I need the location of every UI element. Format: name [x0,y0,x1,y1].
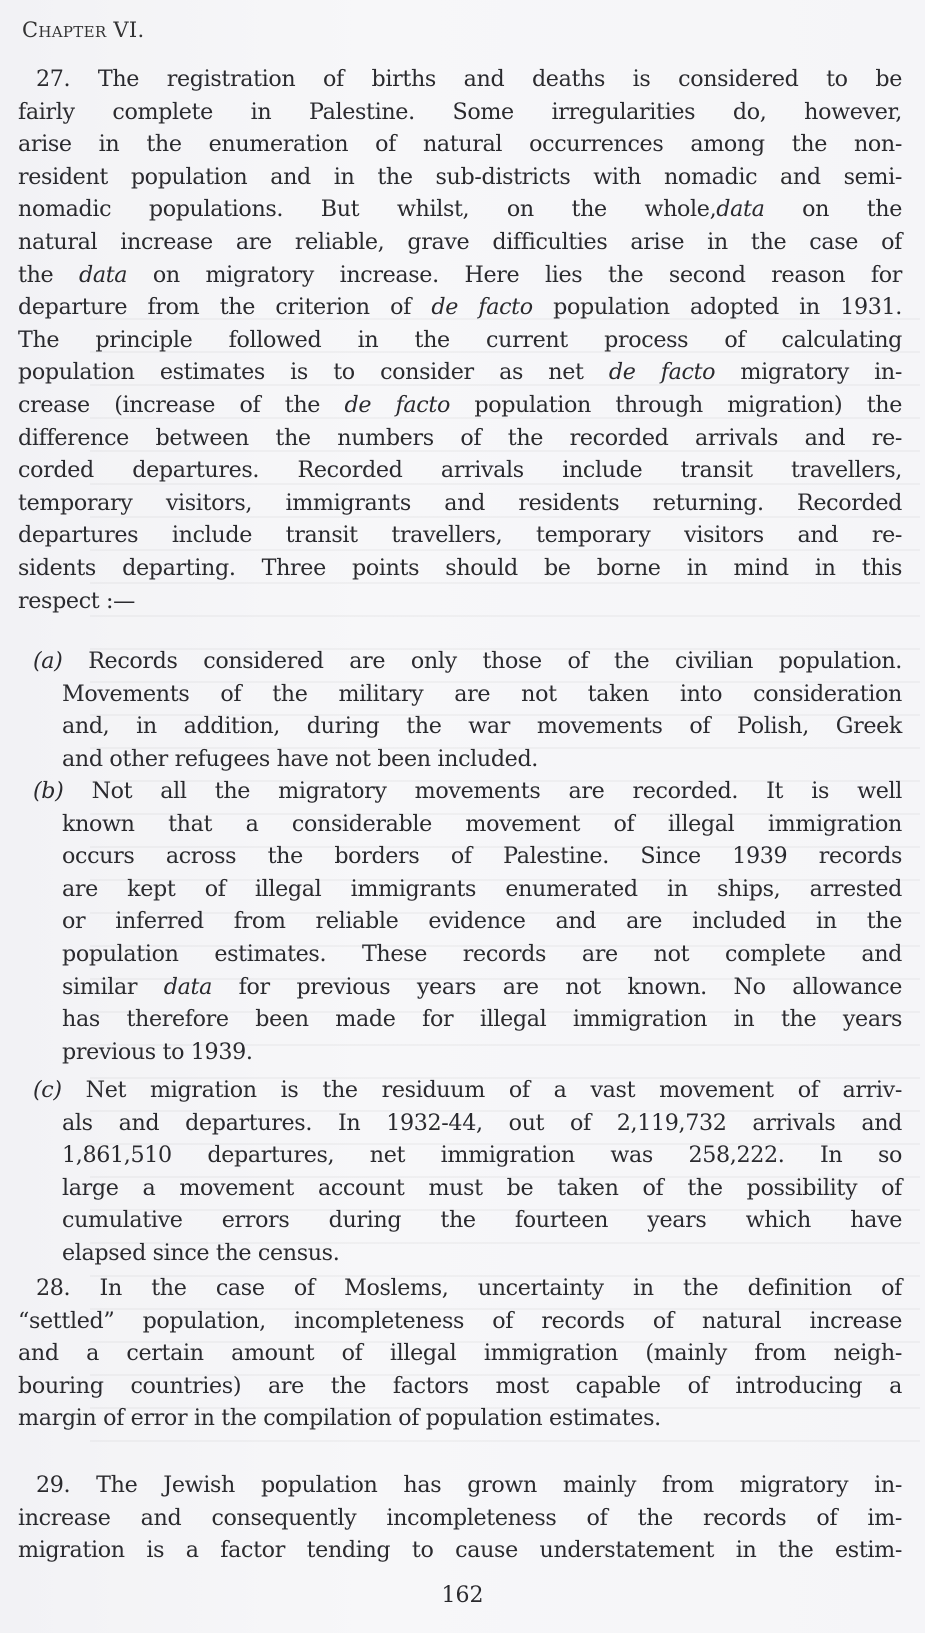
item-marker: (b) [33,778,64,804]
text-segment: Not all the migratory movements are recorded. It is well [63,778,902,804]
text-line: respect :— [18,587,136,614]
text-line: “settled” population, incompleteness of records of natural increase [18,1307,902,1334]
text-line: known that a considerable movement of illegal immigration [62,810,902,837]
text-segment: similar [62,973,164,1000]
italic-term: de facto [344,391,450,418]
text-segment: for previous years are not known. No allowance [211,973,902,1000]
text-line: fairly complete in Palestine. Some irregularities do, however, [18,98,902,125]
text-line: elapsed since the census. [62,1239,340,1266]
text-segment: Net migration is the residuum of a vast movement of arriv- [61,1077,902,1103]
text-line: large a movement account must be taken of the possibility of [62,1174,902,1201]
text-line: 28. In the case of Moslems, uncertainty in the definition of [36,1275,902,1301]
italic-term: data [163,973,212,1000]
italic-term: de facto [608,359,716,386]
text-line: or inferred from reliable evidence and are included in the [62,908,902,935]
page-number: 162 [441,1583,484,1608]
text-segment: population through migration) the [449,391,903,418]
text-line: and other refugees have not been included. [62,745,539,772]
text-line: temporary visitors, immigrants and residents returning. Recorded [18,489,902,516]
paragraph-29 [18,1469,902,1567]
text-line: natural increase are reliable, grave difficulties arise in the case of [18,228,902,255]
text-line: and a certain amount of illegal immigration (mainly from neigh- [18,1340,902,1367]
text-line [33,1074,902,1107]
text-segment: on migratory increase. Here lies the second reason for [127,261,902,288]
text-line: 1,861,510 departures, net immigration was 258,222. In so [62,1142,902,1169]
text-line: bouring countries) are the factors most capable of introducing a [18,1372,902,1399]
text-line [33,645,902,678]
text-line: arise in the enumeration of natural occurrences among the non- [18,131,902,158]
text-line: migration is a factor tending to cause understatement in the estim- [18,1537,902,1564]
item-marker: (a) [33,648,63,674]
text-line [18,259,902,292]
text-line: Movements of the military are not taken into consideration [62,680,902,707]
text-line: cumulative errors during the fourteen years which have [62,1207,902,1234]
text-segment: departure from the criterion of [18,294,411,321]
text-line: has therefore been made for illegal immigration in the years [62,1006,902,1033]
text-line: previous to 1939. [62,1038,253,1065]
italic-term: data [716,196,765,223]
text-line [33,971,902,1004]
text-line: The principle followed in the current process of calculating [18,326,902,353]
text-line: increase and consequently incompleteness of the records of im- [18,1504,902,1531]
text-line: als and departures. In 1932-44, out of 2,119,732 arrivals and [62,1109,902,1136]
text-line: are kept of illegal immigrants enumerated in ships, arrested [62,875,902,902]
item-marker: (c) [33,1077,62,1103]
text-line: corded departures. Recorded arrivals include transit travellers, [18,457,902,484]
text-segment: on the [764,196,903,223]
list-item-a [33,645,902,775]
text-line: and, in addition, during the war movements of Polish, Greek [62,713,902,740]
list-item-c [33,1074,902,1270]
list-item-b [33,775,902,1068]
italic-term: data [78,261,128,288]
text-line: resident population and in the sub-districts with nomadic and semi- [18,163,902,190]
text-segment: crease (increase of the [18,391,321,418]
text-line: departures include transit travellers, temporary visitors and re- [18,522,902,549]
text-line [18,356,902,389]
text-line [18,193,902,226]
text-segment: Records considered are only those of the civilian population. [62,648,902,674]
text-line [18,389,902,422]
text-line: population estimates. These records are not complete and [62,940,902,967]
paragraph-27 [18,63,902,617]
paragraph-28 [18,1272,902,1435]
text-segment: population adopted in 1931. [532,294,902,321]
text-line: sidents departing. Three points should be borne in mind in this [18,554,902,581]
text-line: margin of error in the compilation of population estimates. [18,1405,661,1432]
text-segment: nomadic populations. But whilst, on the whole, [18,196,717,223]
text-segment: migratory in- [715,359,902,386]
text-line: occurs across the borders of Palestine. Since 1939 records [62,843,902,870]
chapter-heading: Chapter VI. [22,18,145,42]
text-line: difference between the numbers of the recorded arrivals and re- [18,424,902,451]
text-line: 27. The registration of births and deaths is considered to be [36,66,902,92]
text-line [18,291,902,324]
italic-term: de facto [431,294,533,321]
text-segment: population estimates is to consider as net [18,359,584,386]
text-line [33,775,902,808]
text-segment: the [18,261,54,288]
text-line: 29. The Jewish population has grown mainly from migratory in- [36,1472,902,1498]
